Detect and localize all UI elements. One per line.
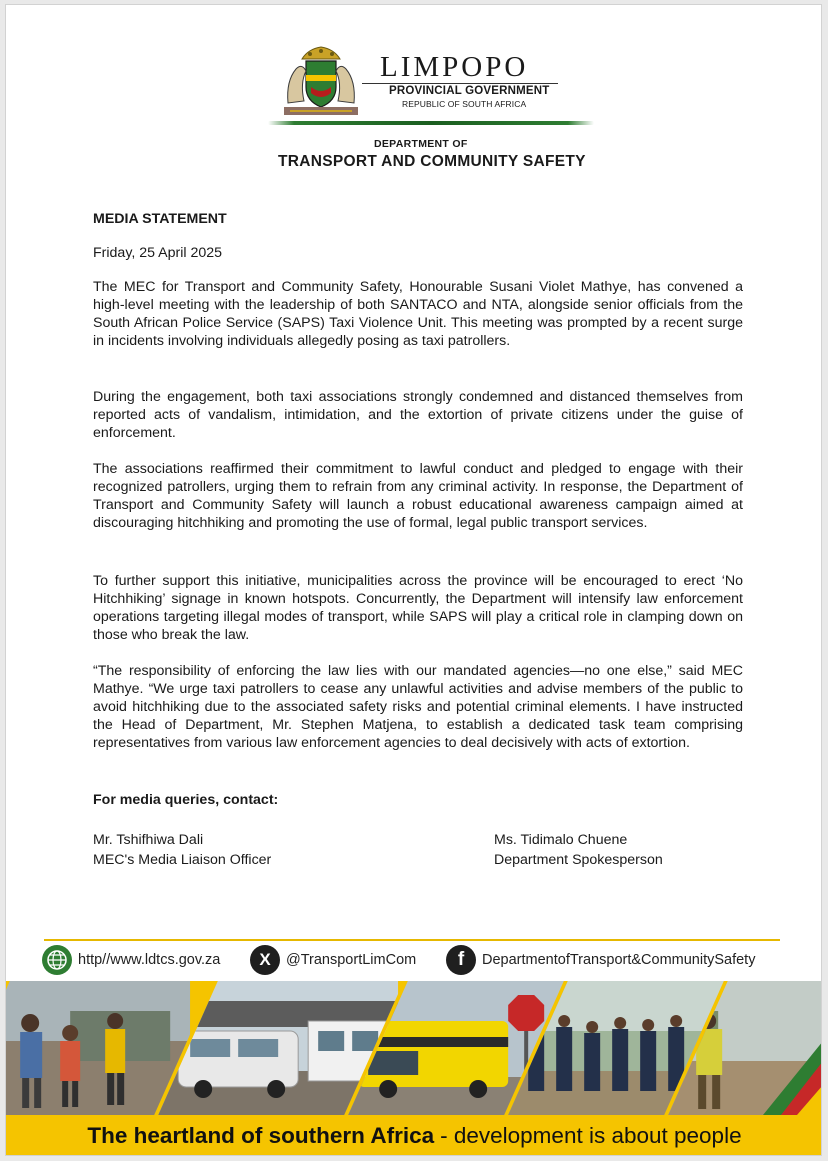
coat-of-arms-icon <box>280 45 362 119</box>
facebook-page: DepartmentofTransport&CommunitySafety <box>482 952 756 968</box>
republic-label: REPUBLIC OF SOUTH AFRICA <box>402 99 527 109</box>
department-of-label: DEPARTMENT OF <box>374 138 468 150</box>
slogan-rest: - development is about people <box>440 1123 742 1148</box>
paragraph: The associations reaffirmed their commitment to lawful conduct and pledged to engage with their recognized patrollers, urging them to refrain from any criminal activity. In response, the Department of Transport and Community Safety will launch a robust educational awareness campaign aimed at discouraging hitchhiking and promoting the use of formal, legal public transport services. <box>93 461 743 531</box>
province-name: LIMPOPO <box>380 51 529 83</box>
government-label: PROVINCIAL GOVERNMENT <box>389 85 550 97</box>
header-divider <box>268 121 594 125</box>
letterhead-rule <box>362 83 558 84</box>
facebook-icon: f <box>446 945 476 975</box>
contact-name: Mr. Tshifhiwa Dali <box>93 832 204 848</box>
contact-block-2 <box>494 830 663 870</box>
footer-divider <box>44 939 780 941</box>
contact-block-1 <box>93 830 271 870</box>
media-statement-page <box>5 4 822 1156</box>
paragraph: During the engagement, both taxi associations strongly condemned and distanced themselves from reported acts of vandalism, intimidation, and the extortion of private citizens under the guise of enforcement. <box>93 389 743 441</box>
statement-heading: MEDIA STATEMENT <box>93 211 227 227</box>
slogan-bold: The heartland of southern Africa <box>87 1123 435 1148</box>
facebook-link[interactable] <box>446 945 755 975</box>
contact-name: Ms. Tidimalo Chuene <box>494 832 628 848</box>
website-text: http//www.ldtcs.gov.za <box>78 952 221 968</box>
media-queries-label: For media queries, contact: <box>93 792 279 808</box>
department-name: TRANSPORT AND COMMUNITY SAFETY <box>278 153 586 170</box>
slogan-banner <box>6 1115 822 1156</box>
contact-title: Department Spokesperson <box>494 852 663 868</box>
paragraph: To further support this initiative, municipalities across the province will be encouraged to erect ‘No Hitchhiking’ signage in known hotspots. Concurrently, the Department will intensify law enforcement operations targeting illegal modes of transport, while SAPS will play a critical role in clamping down on those who break the law. <box>93 573 743 643</box>
twitter-link[interactable] <box>250 945 416 975</box>
twitter-handle: @TransportLimCom <box>286 952 417 968</box>
contact-title: MEC's Media Liaison Officer <box>93 852 272 868</box>
x-logo-icon: X <box>250 945 280 975</box>
website-link[interactable] <box>42 945 220 975</box>
paragraph: “The responsibility of enforcing the law lies with our mandated agencies—no one else,” said MEC Mathye. “We urge taxi patrollers to cease any unlawful activities and advise members of the public to avoid hitchhiking due to the associated safety risks and potential criminal elements. I have instructed the Head of Department, Mr. Stephen Matjena, to establish a dedicated task team comprising representatives from various law enforcement agencies to deal decisively with acts of extortion. <box>93 663 743 751</box>
photo-collage <box>6 981 822 1115</box>
globe-icon <box>42 945 72 975</box>
statement-date: Friday, 25 April 2025 <box>93 245 223 261</box>
flag-stripes-decoration <box>763 1041 822 1115</box>
paragraph: The MEC for Transport and Community Safety, Honourable Susani Violet Mathye, has convened a high-level meeting with the leadership of both SANTACO and NTA, alongside senior officials from the South African Police Service (SAPS) Taxi Violence Unit. This meeting was prompted by a recent surge in incidents involving individuals allegedly posing as taxi patrollers. <box>93 279 743 349</box>
